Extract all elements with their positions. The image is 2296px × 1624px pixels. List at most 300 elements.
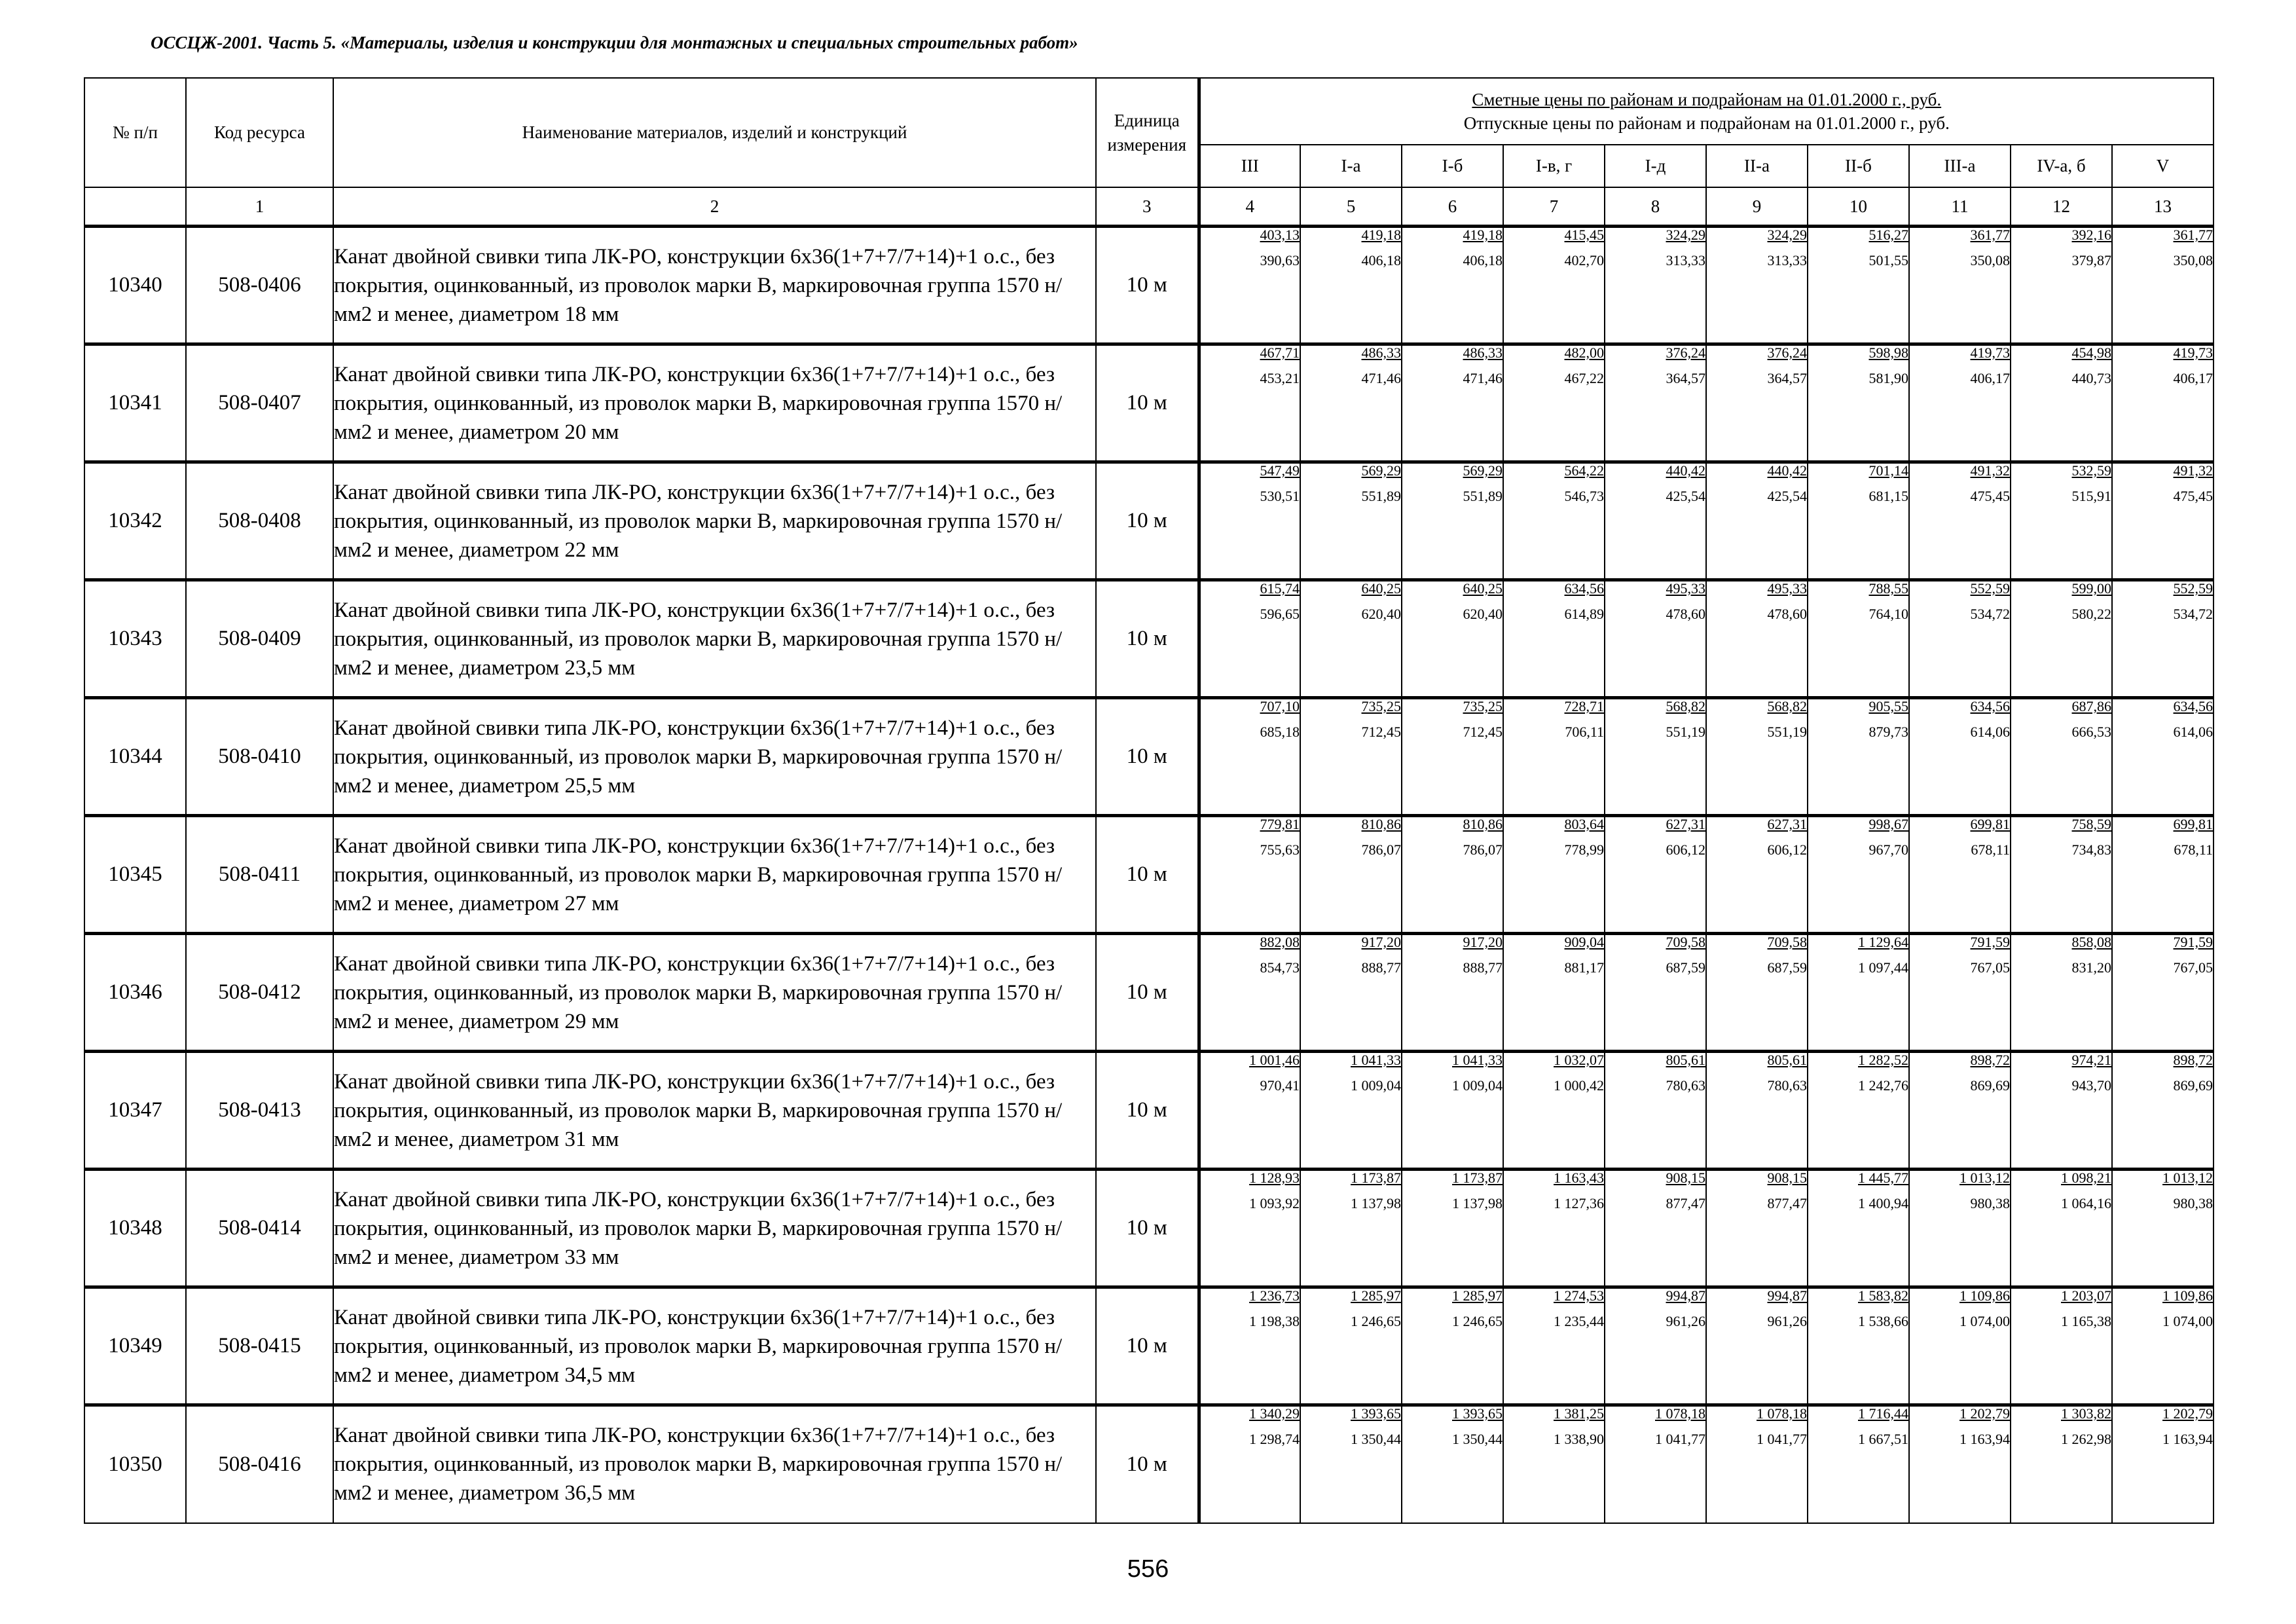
release-price: 614,89	[1564, 606, 1604, 622]
column-number: 10	[1808, 187, 1909, 227]
release-price: 551,19	[1767, 724, 1807, 740]
estimate-price: 908,15	[1767, 1170, 1807, 1186]
price-cell	[1402, 580, 1503, 698]
unit-of-measure: 10 м	[1096, 698, 1199, 816]
release-price: 780,63	[1767, 1077, 1807, 1094]
estimate-price: 599,00	[2071, 580, 2111, 597]
release-price: 478,60	[1767, 606, 1807, 622]
price-cell	[1199, 698, 1300, 816]
table-row	[84, 344, 2214, 462]
price-cell	[1909, 1287, 2011, 1405]
price-cell	[1808, 227, 1909, 344]
price-cell	[1706, 462, 1808, 580]
row-number: 10349	[84, 1287, 186, 1405]
unit-of-measure: 10 м	[1096, 580, 1199, 698]
release-price: 425,54	[1666, 488, 1705, 504]
release-price: 406,17	[1970, 370, 2010, 386]
price-cell	[1300, 462, 1402, 580]
material-name: Канат двойной свивки типа ЛК-РО, конструкции 6х36(1+7+7/7+14)+1 о.с., без покрытия, оцинкованный, из проволок марки В, маркировочная группа 1570 н/мм2 и менее, диаметром 18 мм	[333, 227, 1096, 344]
price-cell	[1402, 1405, 1503, 1523]
release-price: 1 093,92	[1249, 1195, 1300, 1211]
estimate-price: 917,20	[1463, 934, 1503, 950]
region-header: I-в, г	[1503, 145, 1605, 187]
release-price: 786,07	[1361, 841, 1401, 858]
release-price: 471,46	[1463, 370, 1503, 386]
price-cell	[1605, 816, 1706, 934]
column-number: 7	[1503, 187, 1605, 227]
release-price: 869,69	[2173, 1077, 2214, 1094]
release-price: 778,99	[1564, 841, 1604, 858]
release-price: 980,38	[2173, 1195, 2214, 1211]
column-number: 9	[1706, 187, 1808, 227]
release-price: 767,05	[2173, 959, 2214, 976]
estimate-price: 791,59	[2173, 934, 2214, 950]
release-price: 515,91	[2071, 488, 2111, 504]
estimate-price: 709,58	[1767, 934, 1807, 950]
release-price: 734,83	[2071, 841, 2111, 858]
release-price: 1 064,16	[2061, 1195, 2111, 1211]
region-header: II-б	[1808, 145, 1909, 187]
estimate-price: 779,81	[1260, 816, 1300, 832]
estimate-price: 699,81	[2173, 816, 2214, 832]
estimate-price: 532,59	[2071, 462, 2111, 479]
price-cell	[1503, 462, 1605, 580]
material-name: Канат двойной свивки типа ЛК-РО, конструкции 6х36(1+7+7/7+14)+1 о.с., без покрытия, оцинкованный, из проволок марки В, маркировочная группа 1570 н/мм2 и менее, диаметром 34,5 мм	[333, 1287, 1096, 1405]
price-cell	[1300, 227, 1402, 344]
estimate-price: 324,29	[1666, 227, 1705, 243]
estimate-price: 1 109,86	[2162, 1287, 2214, 1304]
estimate-price: 640,25	[1361, 580, 1401, 597]
price-cell	[1300, 1052, 1402, 1170]
release-price: 869,69	[1970, 1077, 2010, 1094]
release-price: 379,87	[2071, 252, 2111, 268]
price-cell	[1605, 1170, 1706, 1287]
estimate-price: 758,59	[2071, 816, 2111, 832]
price-cell	[1503, 344, 1605, 462]
price-cell	[1503, 227, 1605, 344]
row-number: 10340	[84, 227, 186, 344]
estimate-price: 858,08	[2071, 934, 2111, 950]
column-number: 11	[1909, 187, 2011, 227]
release-price: 551,19	[1666, 724, 1705, 740]
estimate-price: 1 274,53	[1554, 1287, 1604, 1304]
material-name: Канат двойной свивки типа ЛК-РО, конструкции 6х36(1+7+7/7+14)+1 о.с., без покрытия, оцинкованный, из проволок марки В, маркировочная группа 1570 н/мм2 и менее, диаметром 23,5 мм	[333, 580, 1096, 698]
release-price: 1 097,44	[1858, 959, 1908, 976]
price-cell	[1503, 1052, 1605, 1170]
material-name: Канат двойной свивки типа ЛК-РО, конструкции 6х36(1+7+7/7+14)+1 о.с., без покрытия, оцинкованный, из проволок марки В, маркировочная группа 1570 н/мм2 и менее, диаметром 25,5 мм	[333, 698, 1096, 816]
estimate-price: 1 013,12	[1959, 1170, 2010, 1186]
estimate-price: 1 001,46	[1249, 1052, 1300, 1068]
price-cell	[1402, 816, 1503, 934]
price-cell	[1199, 1287, 1300, 1405]
price-cell	[1300, 580, 1402, 698]
estimate-price: 454,98	[2071, 344, 2111, 361]
release-price: 313,33	[1666, 252, 1705, 268]
row-number: 10348	[84, 1170, 186, 1287]
column-number	[84, 187, 186, 227]
estimate-price: 598,98	[1868, 344, 1908, 361]
price-cell	[2112, 580, 2214, 698]
release-price: 614,06	[1970, 724, 2010, 740]
price-cell	[1808, 698, 1909, 816]
resource-code: 508-0413	[186, 1052, 333, 1170]
price-cell	[1199, 462, 1300, 580]
release-price: 1 041,77	[1655, 1431, 1705, 1447]
column-number: 13	[2112, 187, 2214, 227]
price-cell	[1300, 1287, 1402, 1405]
estimate-price: 1 393,65	[1351, 1405, 1401, 1422]
release-price: 1 009,04	[1452, 1077, 1503, 1094]
price-cell	[1909, 1170, 2011, 1287]
estimate-price: 1 285,97	[1351, 1287, 1401, 1304]
release-price: 1 350,44	[1351, 1431, 1401, 1447]
release-price: 390,63	[1260, 252, 1300, 268]
row-number: 10350	[84, 1405, 186, 1523]
price-cell	[1199, 580, 1300, 698]
release-price: 620,40	[1463, 606, 1503, 622]
unit-of-measure: 10 м	[1096, 816, 1199, 934]
price-cell	[1706, 227, 1808, 344]
release-price: 364,57	[1767, 370, 1807, 386]
table-row	[84, 1052, 2214, 1170]
resource-code: 508-0416	[186, 1405, 333, 1523]
release-price: 402,70	[1564, 252, 1604, 268]
price-cell	[1402, 1287, 1503, 1405]
release-price: 881,17	[1564, 959, 1604, 976]
col-header-num: № п/п	[84, 78, 186, 187]
estimate-price: 495,33	[1767, 580, 1807, 597]
estimate-price: 805,61	[1767, 1052, 1807, 1068]
estimate-price: 1 078,18	[1655, 1405, 1705, 1422]
estimate-price: 516,27	[1868, 227, 1908, 243]
release-price: 406,18	[1361, 252, 1401, 268]
price-cell	[1706, 1052, 1808, 1170]
estimate-price: 791,59	[1970, 934, 2010, 950]
price-cell	[1706, 1405, 1808, 1523]
release-price: 888,77	[1463, 959, 1503, 976]
estimate-price: 1 013,12	[2162, 1170, 2214, 1186]
price-cell	[2112, 1052, 2214, 1170]
col-header-prices	[1199, 78, 2214, 145]
unit-of-measure: 10 м	[1096, 1287, 1199, 1405]
estimate-price: 1 381,25	[1554, 1405, 1604, 1422]
price-cell	[1300, 816, 1402, 934]
estimate-price: 898,72	[1970, 1052, 2010, 1068]
release-price: 970,41	[1260, 1077, 1300, 1094]
release-price: 712,45	[1463, 724, 1503, 740]
unit-of-measure: 10 м	[1096, 227, 1199, 344]
price-cell	[2011, 462, 2112, 580]
price-cell	[2112, 344, 2214, 462]
estimate-price: 1 098,21	[2061, 1170, 2111, 1186]
price-cell	[2011, 580, 2112, 698]
estimate-price: 627,31	[1666, 816, 1705, 832]
estimate-price: 728,71	[1564, 698, 1604, 714]
price-cell	[2112, 1405, 2214, 1523]
estimate-price: 1 282,52	[1858, 1052, 1908, 1068]
price-cell	[1909, 227, 2011, 344]
table-body	[84, 227, 2214, 1523]
estimate-price: 440,42	[1666, 462, 1705, 479]
price-cell	[1706, 344, 1808, 462]
release-price: 961,26	[1666, 1313, 1705, 1329]
release-price: 786,07	[1463, 841, 1503, 858]
release-price: 1 127,36	[1554, 1195, 1604, 1211]
material-name: Канат двойной свивки типа ЛК-РО, конструкции 6х36(1+7+7/7+14)+1 о.с., без покрытия, оцинкованный, из проволок марки В, маркировочная группа 1570 н/мм2 и менее, диаметром 29 мм	[333, 934, 1096, 1052]
price-cell	[1402, 934, 1503, 1052]
estimate-price: 564,22	[1564, 462, 1604, 479]
estimate-price: 735,25	[1463, 698, 1503, 714]
release-price: 755,63	[1260, 841, 1300, 858]
release-price: 606,12	[1767, 841, 1807, 858]
column-number: 6	[1402, 187, 1503, 227]
price-cell	[1402, 227, 1503, 344]
estimate-price: 908,15	[1666, 1170, 1705, 1186]
estimate-price: 882,08	[1260, 934, 1300, 950]
price-cell	[1808, 344, 1909, 462]
release-price: 666,53	[2071, 724, 2111, 740]
estimate-price: 1 583,82	[1858, 1287, 1908, 1304]
table-row	[84, 816, 2214, 934]
estimate-price: 1 340,29	[1249, 1405, 1300, 1422]
page-number: 556	[1127, 1555, 1169, 1583]
price-cell	[1503, 816, 1605, 934]
estimate-price: 552,59	[1970, 580, 2010, 597]
table-row	[84, 934, 2214, 1052]
estimate-price: 627,31	[1767, 816, 1807, 832]
estimate-price: 994,87	[1666, 1287, 1705, 1304]
price-cell	[1605, 344, 1706, 462]
material-name: Канат двойной свивки типа ЛК-РО, конструкции 6х36(1+7+7/7+14)+1 о.с., без покрытия, оцинкованный, из проволок марки В, маркировочная группа 1570 н/мм2 и менее, диаметром 22 мм	[333, 462, 1096, 580]
unit-of-measure: 10 м	[1096, 1405, 1199, 1523]
release-price: 606,12	[1666, 841, 1705, 858]
release-price: 681,15	[1868, 488, 1908, 504]
release-price: 888,77	[1361, 959, 1401, 976]
release-price: 854,73	[1260, 959, 1300, 976]
price-cell	[1706, 698, 1808, 816]
release-price: 1 137,98	[1351, 1195, 1401, 1211]
price-table	[84, 77, 2214, 1524]
release-price: 425,54	[1767, 488, 1807, 504]
table-row	[84, 227, 2214, 344]
release-price: 364,57	[1666, 370, 1705, 386]
column-number: 12	[2011, 187, 2112, 227]
estimate-price: 1 041,33	[1351, 1052, 1401, 1068]
release-price: 685,18	[1260, 724, 1300, 740]
row-number: 10343	[84, 580, 186, 698]
release-price: 1 338,90	[1554, 1431, 1604, 1447]
estimate-price: 701,14	[1868, 462, 1908, 479]
price-cell	[1706, 1170, 1808, 1287]
price-cell	[1402, 698, 1503, 816]
release-price: 767,05	[1970, 959, 2010, 976]
release-price: 1 538,66	[1858, 1313, 1908, 1329]
region-header: I-б	[1402, 145, 1503, 187]
document-header: ОССЦЖ-2001. Часть 5. «Материалы, изделия и конструкции для монтажных и специальных строительных работ»	[151, 33, 1078, 52]
row-number: 10346	[84, 934, 186, 1052]
col-header-code: Код ресурса	[186, 78, 333, 187]
price-cell	[1706, 1287, 1808, 1405]
unit-of-measure: 10 м	[1096, 462, 1199, 580]
unit-of-measure: 10 м	[1096, 1170, 1199, 1287]
estimate-price: 974,21	[2071, 1052, 2111, 1068]
material-name: Канат двойной свивки типа ЛК-РО, конструкции 6х36(1+7+7/7+14)+1 о.с., без покрытия, оцинкованный, из проволок марки В, маркировочная группа 1570 н/мм2 и менее, диаметром 27 мм	[333, 816, 1096, 934]
table-row	[84, 698, 2214, 816]
estimate-price: 805,61	[1666, 1052, 1705, 1068]
release-price: 1 163,94	[2162, 1431, 2214, 1447]
unit-of-measure: 10 м	[1096, 344, 1199, 462]
release-price: 453,21	[1260, 370, 1300, 386]
price-cell	[1199, 227, 1300, 344]
price-cell	[1909, 462, 2011, 580]
price-cell	[1503, 1170, 1605, 1287]
price-cell	[1605, 698, 1706, 816]
price-cell	[1605, 934, 1706, 1052]
price-cell	[2112, 698, 2214, 816]
material-name: Канат двойной свивки типа ЛК-РО, конструкции 6х36(1+7+7/7+14)+1 о.с., без покрытия, оцинкованный, из проволок марки В, маркировочная группа 1570 н/мм2 и менее, диаметром 33 мм	[333, 1170, 1096, 1287]
column-numbers-row	[84, 187, 2214, 227]
resource-code: 508-0409	[186, 580, 333, 698]
release-price: 1 246,65	[1351, 1313, 1401, 1329]
estimate-price: 803,64	[1564, 816, 1604, 832]
resource-code: 508-0412	[186, 934, 333, 1052]
resource-code: 508-0406	[186, 227, 333, 344]
price-cell	[2011, 227, 2112, 344]
estimate-price: 905,55	[1868, 698, 1908, 714]
resource-code: 508-0407	[186, 344, 333, 462]
estimate-price: 709,58	[1666, 934, 1705, 950]
estimate-price: 1 129,64	[1858, 934, 1908, 950]
release-price: 1 041,77	[1757, 1431, 1807, 1447]
price-cell	[1402, 344, 1503, 462]
release-price: 1 198,38	[1249, 1313, 1300, 1329]
estimate-price: 898,72	[2173, 1052, 2214, 1068]
estimate-price: 392,16	[2071, 227, 2111, 243]
release-price: 580,22	[2071, 606, 2111, 622]
resource-code: 508-0410	[186, 698, 333, 816]
release-price: 1 242,76	[1858, 1077, 1908, 1094]
estimate-price: 361,77	[1970, 227, 2010, 243]
estimate-price: 324,29	[1767, 227, 1807, 243]
estimate-price: 547,49	[1260, 462, 1300, 479]
release-price: 678,11	[2174, 841, 2214, 858]
table-row	[84, 1287, 2214, 1405]
estimate-price: 361,77	[2173, 227, 2214, 243]
price-cell	[2011, 934, 2112, 1052]
price-cell	[1909, 816, 2011, 934]
price-cell	[1503, 1287, 1605, 1405]
price-cell	[1300, 698, 1402, 816]
resource-code: 508-0414	[186, 1170, 333, 1287]
price-cell	[1808, 580, 1909, 698]
release-price: 350,08	[2173, 252, 2214, 268]
price-cell	[2011, 1287, 2112, 1405]
resource-code: 508-0415	[186, 1287, 333, 1405]
estimate-price: 994,87	[1767, 1287, 1807, 1304]
estimate-price: 1 032,07	[1554, 1052, 1604, 1068]
material-name: Канат двойной свивки типа ЛК-РО, конструкции 6х36(1+7+7/7+14)+1 о.с., без покрытия, оцинкованный, из проволок марки В, маркировочная группа 1570 н/мм2 и менее, диаметром 36,5 мм	[333, 1405, 1096, 1523]
price-cell	[2112, 934, 2214, 1052]
column-number: 1	[186, 187, 333, 227]
estimate-price: 1 716,44	[1858, 1405, 1908, 1422]
estimate-price: 467,71	[1260, 344, 1300, 361]
price-cell	[1605, 227, 1706, 344]
release-price: 706,11	[1565, 724, 1604, 740]
price-cell	[1605, 1405, 1706, 1523]
col-header-unit: Единица измерения	[1096, 78, 1199, 187]
price-cell	[1199, 1170, 1300, 1287]
release-price: 879,73	[1868, 724, 1908, 740]
price-cell	[1605, 462, 1706, 580]
release-price: 1 667,51	[1858, 1431, 1908, 1447]
table-row	[84, 1170, 2214, 1287]
estimate-price: 1 202,79	[2162, 1405, 2214, 1422]
price-cell	[2011, 344, 2112, 462]
estimate-price: 634,56	[2173, 698, 2214, 714]
estimate-price: 486,33	[1361, 344, 1401, 361]
estimate-price: 1 445,77	[1858, 1170, 1908, 1186]
estimate-price: 419,73	[1970, 344, 2010, 361]
region-header: III	[1199, 145, 1300, 187]
release-price: 1 246,65	[1452, 1313, 1503, 1329]
estimate-price: 569,29	[1463, 462, 1503, 479]
release-price: 534,72	[1970, 606, 2010, 622]
region-header: I-а	[1300, 145, 1402, 187]
estimate-price: 909,04	[1564, 934, 1604, 950]
release-price: 967,70	[1868, 841, 1908, 858]
price-cell	[1808, 1052, 1909, 1170]
release-price: 530,51	[1260, 488, 1300, 504]
column-number: 3	[1096, 187, 1199, 227]
estimate-price: 568,82	[1767, 698, 1807, 714]
col-header-name: Наименование материалов, изделий и конструкций	[333, 78, 1096, 187]
unit-of-measure: 10 м	[1096, 934, 1199, 1052]
release-price: 614,06	[2173, 724, 2214, 740]
estimate-price: 699,81	[1970, 816, 2010, 832]
price-cell	[1605, 1287, 1706, 1405]
column-number: 8	[1605, 187, 1706, 227]
release-price: 551,89	[1463, 488, 1503, 504]
release-price: 1 400,94	[1858, 1195, 1908, 1211]
price-cell	[2011, 1170, 2112, 1287]
estimate-price: 1 236,73	[1249, 1287, 1300, 1304]
price-cell	[1808, 1170, 1909, 1287]
price-cell	[1605, 1052, 1706, 1170]
estimate-price: 1 128,93	[1249, 1170, 1300, 1186]
release-price: 471,46	[1361, 370, 1401, 386]
resource-code: 508-0411	[186, 816, 333, 934]
estimate-price: 1 393,65	[1452, 1405, 1503, 1422]
column-number: 4	[1199, 187, 1300, 227]
region-header: III-а	[1909, 145, 2011, 187]
release-price: 1 000,42	[1554, 1077, 1604, 1094]
release-price: 980,38	[1970, 1195, 2010, 1211]
estimate-price: 788,55	[1868, 580, 1908, 597]
price-cell	[1706, 816, 1808, 934]
price-cell	[1199, 344, 1300, 462]
estimate-price: 1 173,87	[1351, 1170, 1401, 1186]
release-price: 406,18	[1463, 252, 1503, 268]
estimate-price: 568,82	[1666, 698, 1705, 714]
estimate-price: 810,86	[1361, 816, 1401, 832]
price-cell	[2112, 462, 2214, 580]
estimate-price: 1 203,07	[2061, 1287, 2111, 1304]
resource-code: 508-0408	[186, 462, 333, 580]
price-cell	[1300, 934, 1402, 1052]
material-name: Канат двойной свивки типа ЛК-РО, конструкции 6х36(1+7+7/7+14)+1 о.с., без покрытия, оцинкованный, из проволок марки В, маркировочная группа 1570 н/мм2 и менее, диаметром 31 мм	[333, 1052, 1096, 1170]
unit-of-measure: 10 м	[1096, 1052, 1199, 1170]
estimate-price: 419,18	[1463, 227, 1503, 243]
